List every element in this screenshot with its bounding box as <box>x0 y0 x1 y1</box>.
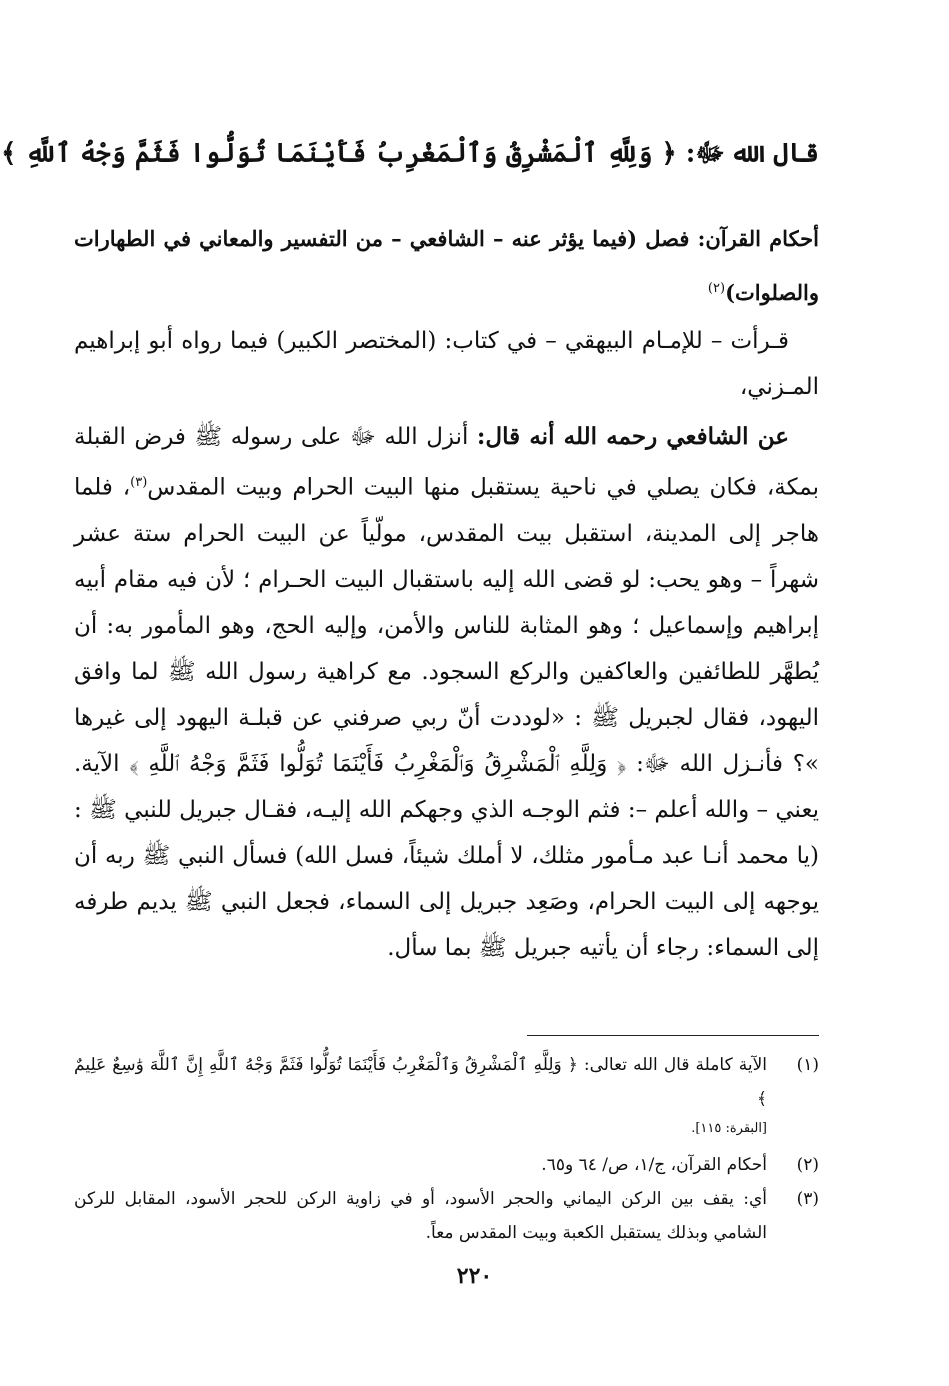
footnote-number: (١) <box>796 1055 819 1075</box>
footnote-3 <box>74 1182 819 1250</box>
section-title-text: أحكام القرآن: فصل (فيما يؤثر عنه – الشافعي – من التفسير والمعاني في الطهارات والصلوات) <box>74 226 819 305</box>
page-number: ٢٢٠ <box>456 1263 493 1289</box>
footnotes <box>74 1048 819 1250</box>
main-paragraph <box>74 414 819 971</box>
main-footnote-mark: (٣) <box>130 475 148 490</box>
footnote-2 <box>74 1148 819 1182</box>
heading-verse-text: قال الله ﷻ: ﴿ وَلِلَّهِ ٱلْمَشْرِقُ وَٱلْمَغْرِبُ فَأَيْنَمَا تُوَلُّوا فَثَمَّ وَجْهُ ٱللَّهِ ﴾ <box>1 138 819 169</box>
footnote-text: الآية كاملة قال الله تعالى: ﴿ وَلِلَّهِ ٱلْمَشْرِقُ وَٱلْمَغْرِبُ فَأَيْنَمَا تُوَلُّوا فَثَمَّ وَجْهُ ٱللَّهِ إِنَّ ٱللَّهَ وَٰسِعٌ عَلِيمٌ ﴾ <box>74 1055 767 1109</box>
footnote-number: (٢) <box>796 1155 819 1175</box>
footnote-text: أي: يقف بين الركن اليماني والحجر الأسود، أو في زاوية الركن للحجر الأسود، المقابل للركن الشامي وبذلك يستقبل الكعبة وبيت المقدس معاً. <box>74 1189 767 1243</box>
speaker-phrase: عن الشافعي رحمه الله أنه قال: <box>476 423 790 450</box>
main-text-part1: أنزل الله ﷻ على رسوله ﷺ فرض القبلة بمكة، فكان يصلي في ناحية يستقبل منها البيت الحرام وبيت المقدس <box>74 424 820 501</box>
footnote-1 <box>74 1048 819 1116</box>
footnote-reference: [البقرة: ١١٥]. <box>691 1121 767 1136</box>
footnote-number: (٣) <box>796 1189 819 1209</box>
section-title <box>74 214 819 318</box>
main-text-part2: ، فلما هاجر إلى المدينة، استقبل بيت المقدس، مولّياً عن البيت الحرام ستة عشر شهراً – وهو يحب: لو قضى الله إليه باستقبال البيت الحـرام ؛ لأن فيه مقام أبيه إبراهيم وإسماعيل ؛ وهو المثابة للناس والأمن، وإليه الحج، وهو المأمور به: أن يُطهَّر للطائفين والعاكفين والركع السجود. مع كراهية رسول الله ﷺ لما وافق اليهود، فقال لجبريل ﷺ : «لوددت أنّ ربي صرفني عن قبلـة اليهود إلى غيرها »؟ فأنـزل الله ﷻ: ﴿ وَلِلَّهِ ٱلْمَشْرِقُ وَٱلْمَغْرِبُ فَأَيْنَمَا تُوَلُّوا فَثَمَّ وَجْهُ ٱللَّهِ ﴾ الآية. يعني – والله أعلم –: فثم الوجـه الذي وجهكم الله إليـه، فقـال جبريل للنبي ﷺ : (يا محمد أنـا عبد مـأمور مثلك، لا أملك شيئاً، فسل الله) فسأل النبي ﷺ ربه أن يوجهه إلى البيت الحرام، وصَعِد جبريل إلى السماء، فجعل النبي ﷺ يديم طرفه إلى السماء: رجاء أن يأتيه جبريل ﷺ بما سأل. <box>74 474 820 961</box>
section-title-footnote-mark: (٢) <box>707 281 726 296</box>
footnote-text: أحكام القرآن، ج/١، ص/ ٦٤ و٦٥. <box>541 1155 767 1175</box>
body-text <box>74 318 819 971</box>
footnote-divider <box>527 1035 819 1036</box>
intro-paragraph: قـرأت – للإمـام البيهقي – في كتاب: (المختصر الكبير) فيما رواه أبو إبراهيم المـزني، <box>74 328 819 400</box>
heading-verse <box>1 128 819 174</box>
